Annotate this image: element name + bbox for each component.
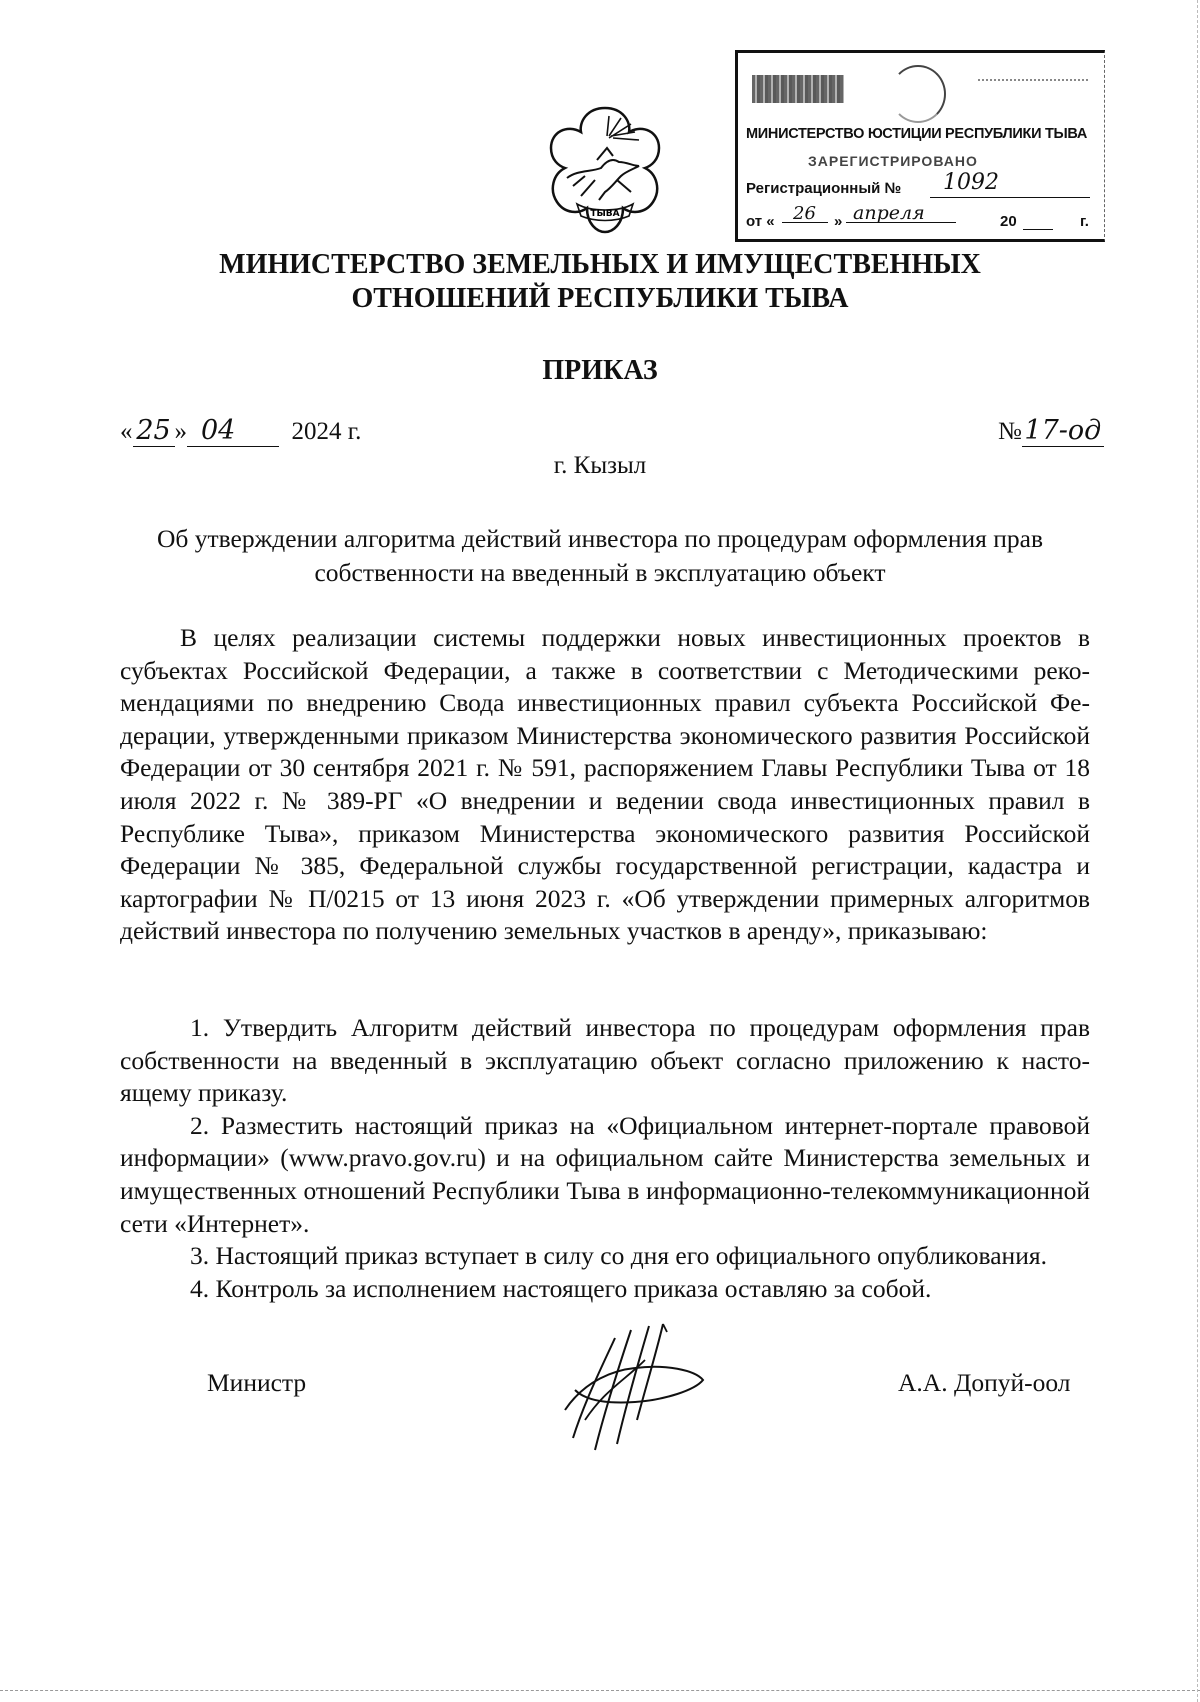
stamp-underline — [1023, 229, 1053, 230]
order-number — [998, 415, 1104, 447]
scan-edge-line — [0, 1690, 1200, 1691]
stamp-date-day: 26 — [793, 203, 816, 224]
handwritten-signature — [545, 1320, 715, 1460]
signatory-name: А.А. Допуй-оол — [898, 1368, 1071, 1397]
subject-line: собственности на введенный в эксплуатацию объект — [314, 558, 886, 587]
date-month: 04 — [187, 415, 279, 447]
order-subject — [110, 522, 1090, 590]
scan-edge-line — [1197, 0, 1198, 1702]
date-quote-open: « — [120, 418, 133, 445]
subject-line: Об утверждении алгоритма действий инвестора по процедурам оформления прав — [156, 524, 1043, 553]
stamp-smudge — [752, 75, 844, 103]
city: г. Кызыл — [553, 452, 647, 479]
stamp-reg-number: 1092 — [943, 170, 999, 195]
order-item: 4. Контроль за исполнением настоящего приказа оставляю за собой. — [190, 1273, 932, 1303]
stamp-date-year: 20 — [1000, 213, 1017, 230]
order-date — [120, 415, 361, 447]
order-title: ПРИКАЗ — [542, 355, 658, 386]
registration-stamp — [735, 50, 1105, 242]
tuva-coat-of-arms-icon — [535, 100, 675, 240]
order-item: 3. Настоящий приказ вступает в силу со дня его официального опубликования. — [190, 1241, 1047, 1271]
date-year: 2024 г. — [291, 418, 362, 445]
stamp-smudge — [978, 79, 1088, 89]
ministry-heading — [0, 248, 1200, 316]
stamp-reg-label: Регистрационный № — [746, 180, 902, 197]
date-quote-close: » — [174, 418, 187, 445]
stamp-date-suffix: г. — [1080, 213, 1089, 230]
order-items — [120, 1012, 1090, 1305]
order-item: 2. Разместить настоящий приказ на «Официальном интернет-портале правовой информации» (www.pravo.gov.ru) и на официальном сайте Министерства земельных и имущественных отношений Республики Тыва в информационно-телекоммуникационной сети «Интернет». — [120, 1110, 1090, 1238]
number-value: 17-од — [1022, 415, 1104, 447]
number-label: № — [998, 418, 1022, 445]
stamp-registered: ЗАРЕГИСТРИРОВАНО — [808, 153, 978, 169]
stamp-underline — [846, 222, 956, 223]
stamp-authority: МИНИСТЕРСТВО ЮСТИЦИИ РЕСПУБЛИКИ ТЫВА — [746, 126, 1088, 142]
preamble-paragraph: В целях реализации системы поддержки новых инвестиционных проектов в субъектах Российской Федерации, а также в соответствии с Методическими рекомендациями по внедрению Свода инвестиционных правил субъекта Российской Федерации, утвержденными приказом Министерства экономического развития Российской Федерации от 30 сентября 2021 г. № 591, распоряжением Главы Республики Тыва от 18 июля 2022 г. № 389-РГ «О внедрении и ведении свода инвестиционных правил в Республике Тыва», приказом Министерства экономического развития Российской Федерации № 385, Федеральной службы государственной регистрации, кадастра и картографии № П/0215 от 13 июня 2023 г. «Об утверждении примерных алгоритмов действий инвестора по получению земельных участков в аренду», приказываю: — [120, 623, 1090, 946]
stamp-underline — [930, 197, 1090, 198]
stamp-date-mid: » — [834, 213, 843, 230]
date-day: 25 — [133, 415, 175, 447]
signatory-title: Министр — [207, 1368, 307, 1397]
stamp-seal-icon — [890, 65, 946, 123]
ministry-line: ОТНОШЕНИЙ РЕСПУБЛИКИ ТЫВА — [351, 283, 849, 314]
order-item: 1. Утвердить Алгоритм действий инвестора по процедурам оформления прав собственности на введенный в эксплуатацию объект согласно приложению к настоящему приказу. — [120, 1013, 1090, 1108]
stamp-date-prefix: от « — [746, 213, 775, 230]
stamp-date-month: апреля — [853, 202, 925, 224]
emblem-label: ТЫВА — [590, 209, 620, 219]
ministry-line: МИНИСТЕРСТВО ЗЕМЕЛЬНЫХ И ИМУЩЕСТВЕННЫХ — [219, 249, 981, 280]
